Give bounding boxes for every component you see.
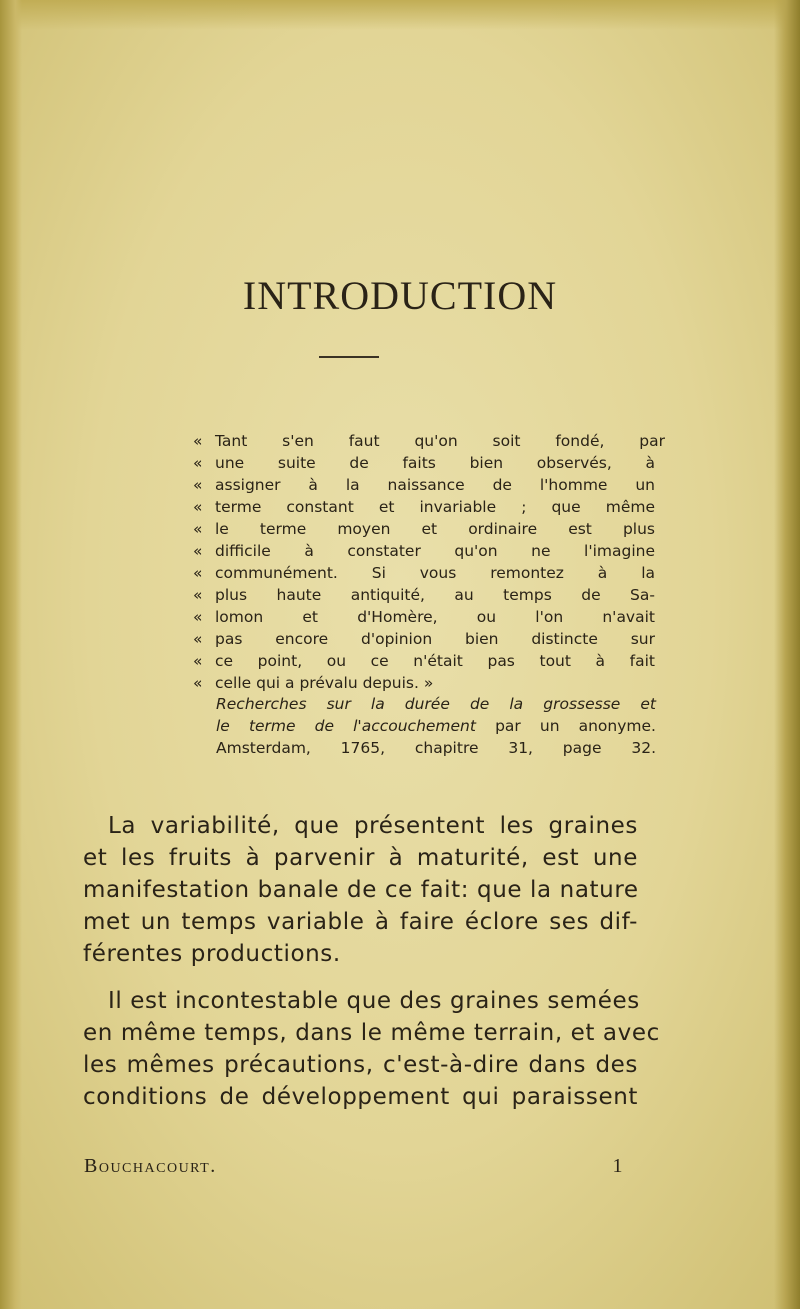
epigraph-citation: le terme de l'accouchement par un anonyme. [216,717,656,735]
epigraph-line: « le terme moyen et ordinaire est plus [193,520,655,538]
body-line: férentes productions. [83,941,341,967]
body-line: manifestation banale de ce fait: que la nature [83,877,639,903]
body-line: Il est incontestable que des graines semées [108,988,640,1014]
page-footer [84,1152,624,1180]
epigraph-line: « ce point, ou ce n'était pas tout à fait [193,652,655,670]
body-line: conditions de développement qui paraissent [83,1084,638,1110]
epigraph-line: « pas encore d'opinion bien distincte sur [193,630,655,648]
body-line: met un temps variable à faire éclore ses dif- [83,909,638,935]
body-line: en même temps, dans le même terrain, et avec [83,1020,660,1046]
epigraph-line: « plus haute antiquité, au temps de Sa- [193,586,655,604]
epigraph-citation: Recherches sur la durée de la grossesse et [216,695,656,713]
epigraph-line: « une suite de faits bien observés, à [193,454,655,472]
epigraph-line: « Tant s'en faut qu'on soit fondé, par [193,432,665,450]
epigraph-line: « assigner à la naissance de l'homme un [193,476,655,494]
body-line: et les fruits à parvenir à maturité, est une [83,845,638,871]
page-number: 1 [612,1155,624,1177]
epigraph-line: « celle qui a prévalu depuis. » [193,674,434,692]
epigraph-citation: Amsterdam, 1765, chapitre 31, page 32. [216,739,656,757]
body-line: La variabilité, que présentent les graines [108,813,638,839]
epigraph-line: « terme constant et invariable ; que même [193,498,655,516]
body-line: les mêmes précautions, c'est-à-dire dans des [83,1052,638,1078]
epigraph-line: « communément. Si vous remontez à la [193,564,655,582]
page-title: INTRODUCTION [242,273,558,318]
epigraph-line: « difficile à constater qu'on ne l'imagine [193,542,655,560]
epigraph-line: « lomon et d'Homère, ou l'on n'avait [193,608,655,626]
signature: Bouchacourt. [84,1155,217,1177]
